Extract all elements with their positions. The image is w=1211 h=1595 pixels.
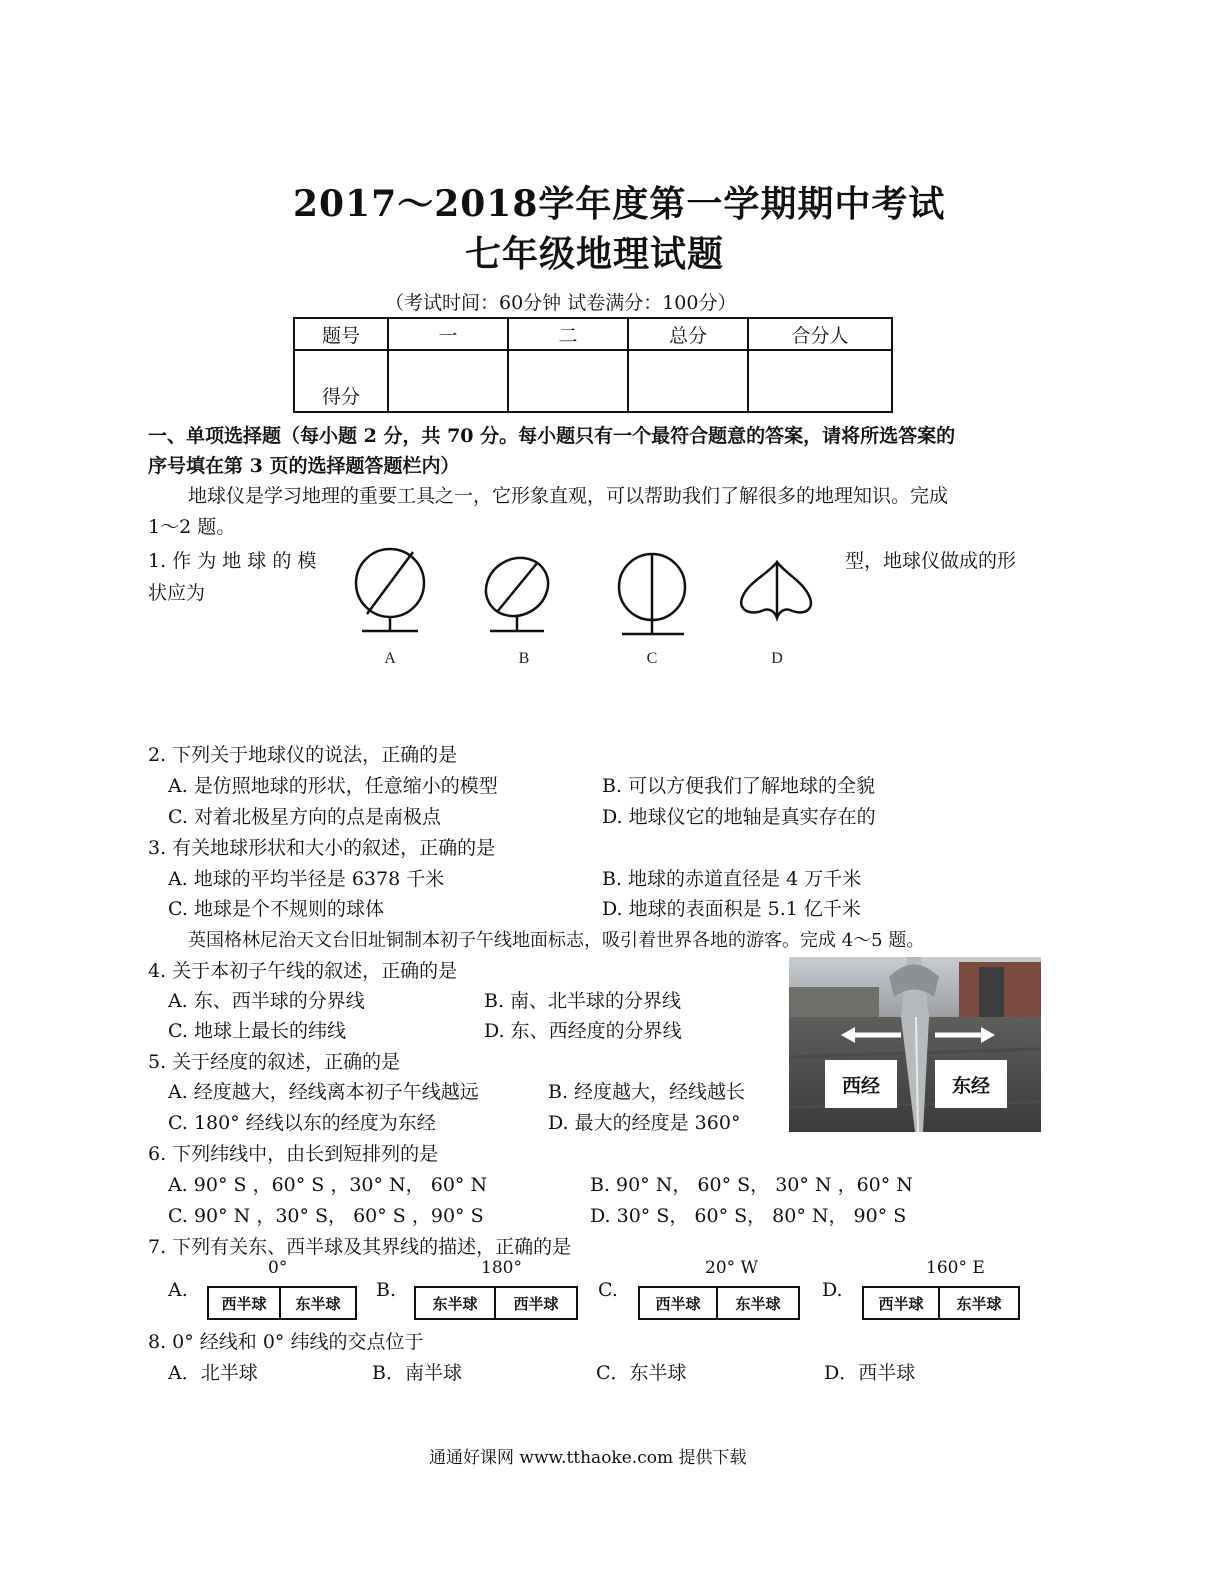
score-row-label: 得分 — [294, 350, 388, 412]
question-1-stem: 状应为 — [148, 582, 206, 604]
exam-title: 2017～2018学年度第一学期期中考试 — [293, 183, 946, 225]
figure-label: B — [518, 650, 530, 667]
score-cell — [748, 350, 892, 412]
hemisphere-right: 东半球 — [938, 1288, 1018, 1318]
option-b: B. 90° N， 60° S， 30° N ，60° N — [590, 1174, 913, 1196]
hemisphere-diagram-b — [414, 1286, 578, 1320]
option-b: B. 地球的赤道直径是 4 万千米 — [602, 868, 862, 890]
prime-meridian-photo — [789, 957, 1041, 1132]
score-header-cell: 一 — [388, 318, 508, 350]
option-d: D. 最大的经度是 360° — [548, 1112, 741, 1134]
intro-text: 1～2 题。 — [148, 516, 236, 538]
west-longitude-label: 西经 — [825, 1060, 897, 1108]
question-1-stem: 1. 作 为 地 球 的 模 — [148, 550, 317, 572]
boundary-label: 180° — [481, 1258, 522, 1278]
question-4-stem: 4. 关于本初子午线的叙述，正确的是 — [148, 960, 458, 982]
globe-shape-figure — [340, 540, 830, 675]
question-6-stem: 6. 下列纬线中，由长到短排列的是 — [148, 1143, 439, 1165]
figure-label: D — [771, 650, 783, 667]
hemisphere-diagram-d — [862, 1286, 1020, 1320]
section-heading: 序号填在第 3 页的选择题答题栏内） — [148, 455, 460, 477]
section-heading: 一、单项选择题（每小题 2 分，共 70 分。每小题只有一个最符合题意的答案，请将所选答案的 — [148, 425, 956, 447]
intro-text: 英国格林尼治天文台旧址铜制本初子午线地面标志，吸引着世界各地的游客。完成 4～5 题。 — [188, 930, 925, 951]
hemisphere-diagram-a — [207, 1286, 357, 1320]
option-b: B. 南、北半球的分界线 — [484, 990, 682, 1012]
question-3-stem: 3. 有关地球形状和大小的叙述，正确的是 — [148, 837, 496, 859]
hemisphere-left: 西半球 — [221, 1294, 267, 1313]
option-a: A. 经度越大，经线离本初子午线越远 — [168, 1081, 479, 1103]
question-2-stem: 2. 下列关于地球仪的说法，正确的是 — [148, 744, 458, 766]
option-c: C. 对着北极星方向的点是南极点 — [168, 806, 441, 828]
exam-subtitle: 七年级地理试题 — [465, 233, 725, 275]
score-cell — [388, 350, 508, 412]
option-b: B．南半球 — [372, 1362, 462, 1384]
boundary-label: 160° E — [926, 1258, 985, 1278]
option-d: D. 地球的表面积是 5.1 亿千米 — [602, 898, 861, 920]
option-c: C. 90° N ，30° S， 60° S ，90° S — [168, 1205, 484, 1227]
option-c: C．东半球 — [596, 1362, 687, 1384]
exam-info: （考试时间：60分钟 试卷满分：100分） — [385, 292, 737, 314]
score-header-cell: 题号 — [294, 318, 388, 350]
boundary-label: 0° — [268, 1258, 288, 1278]
option-d: D. 地球仪它的地轴是真实存在的 — [602, 806, 876, 828]
hemisphere-right: 东半球 — [279, 1288, 355, 1318]
option-a: A. 是仿照地球的形状，任意缩小的模型 — [168, 775, 498, 797]
option-c: C. 地球是个不规则的球体 — [168, 898, 384, 920]
option-c: C. 180° 经线以东的经度为东经 — [168, 1112, 436, 1134]
east-longitude-label: 东经 — [935, 1060, 1007, 1108]
question-7-stem: 7. 下列有关东、西半球及其界线的描述，正确的是 — [148, 1236, 572, 1258]
option-letter: C. — [598, 1279, 618, 1301]
option-a: A．北半球 — [168, 1362, 258, 1384]
option-d: D. 30° S， 60° S， 80° N， 90° S — [590, 1205, 907, 1227]
hemisphere-diagram-c — [638, 1286, 800, 1320]
figure-label: A — [384, 650, 396, 667]
question-1-stem: 型，地球仪做成的形 — [845, 550, 1017, 572]
option-a: A. 地球的平均半径是 6378 千米 — [168, 868, 445, 890]
option-b: B. 可以方便我们了解地球的全貌 — [602, 775, 876, 797]
score-table — [293, 317, 893, 413]
option-d: D．西半球 — [824, 1362, 916, 1384]
score-header-cell: 总分 — [628, 318, 748, 350]
figure-label: C — [646, 650, 658, 667]
hemisphere-left: 西半球 — [655, 1294, 701, 1313]
intro-text: 地球仪是学习地理的重要工具之一，它形象直观，可以帮助我们了解很多的地理知识。完成 — [188, 485, 949, 507]
option-letter: A. — [168, 1279, 188, 1301]
score-header-cell: 二 — [508, 318, 628, 350]
option-letter: D. — [822, 1279, 843, 1301]
option-letter: B. — [376, 1279, 397, 1301]
boundary-label: 20° W — [705, 1258, 759, 1278]
option-b: B. 经度越大，经线越长 — [548, 1081, 746, 1103]
option-a: A. 90° S ，60° S ，30° N， 60° N — [168, 1174, 488, 1196]
hemisphere-left: 东半球 — [432, 1294, 478, 1313]
question-8-stem: 8. 0° 经线和 0° 纬线的交点位于 — [148, 1331, 424, 1353]
score-header-cell: 合分人 — [748, 318, 892, 350]
option-d: D. 东、西经度的分界线 — [484, 1020, 682, 1042]
option-a: A. 东、西半球的分界线 — [168, 990, 365, 1012]
hemisphere-right: 西半球 — [494, 1288, 576, 1318]
hemisphere-left: 西半球 — [878, 1294, 924, 1313]
score-cell — [508, 350, 628, 412]
question-5-stem: 5. 关于经度的叙述，正确的是 — [148, 1051, 401, 1073]
hemisphere-right: 东半球 — [716, 1288, 798, 1318]
score-cell — [628, 350, 748, 412]
option-c: C. 地球上最长的纬线 — [168, 1020, 346, 1042]
page-footer: 通通好课网 www.tthaoke.com 提供下载 — [429, 1448, 747, 1468]
